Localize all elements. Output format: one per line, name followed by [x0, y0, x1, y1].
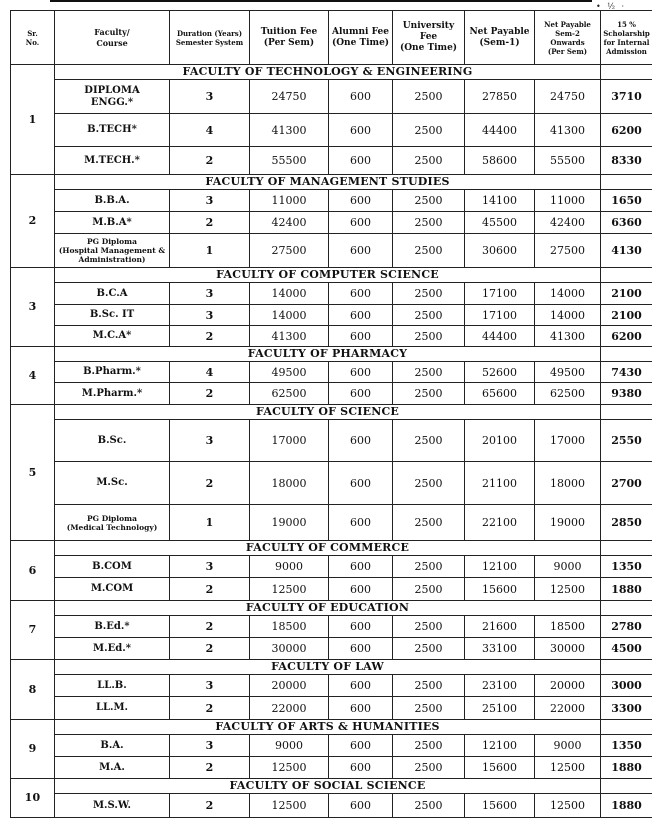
tuition-fee-cell: 18000: [250, 462, 329, 505]
tuition-fee-cell: 12500: [250, 794, 329, 818]
net-payable-sem2-cell: 62500: [535, 383, 601, 405]
faculty-blank-cell: [601, 779, 652, 794]
faculty-row: [11, 541, 652, 556]
tuition-fee-cell: 19000: [250, 505, 329, 541]
alumni-fee-cell: 600: [329, 556, 393, 578]
alumni-fee-cell: 600: [329, 212, 393, 234]
duration-cell: 4: [170, 114, 250, 147]
net-payable-sem2-cell: 27500: [535, 234, 601, 268]
course-name: M.S.W.: [55, 794, 170, 818]
faculty-row: [11, 347, 652, 362]
scholarship-cell: 2100: [601, 283, 652, 305]
alumni-fee-cell: 600: [329, 616, 393, 638]
course-name: B.A.: [55, 735, 170, 757]
university-fee-cell: 2500: [393, 556, 465, 578]
net-payable-cell: 12100: [465, 735, 535, 757]
duration-cell: 3: [170, 80, 250, 114]
faculty-blank-cell: [601, 175, 652, 190]
net-payable-cell: 44400: [465, 114, 535, 147]
table-row: [11, 283, 652, 305]
university-fee-cell: 2500: [393, 114, 465, 147]
table-row: [11, 305, 652, 326]
net-payable-cell: 33100: [465, 638, 535, 660]
net-payable-cell: 21600: [465, 616, 535, 638]
tuition-fee-cell: 9000: [250, 556, 329, 578]
header-net-payable-sem2: Net Payable Sem-2 Onwards (Per Sem): [535, 11, 601, 65]
tuition-fee-cell: 27500: [250, 234, 329, 268]
net-payable-cell: 58600: [465, 147, 535, 175]
tuition-fee-cell: 41300: [250, 114, 329, 147]
alumni-fee-cell: 600: [329, 234, 393, 268]
duration-cell: 1: [170, 505, 250, 541]
net-payable-sem2-cell: 55500: [535, 147, 601, 175]
faculty-name: FACULTY OF LAW: [55, 660, 601, 675]
university-fee-cell: 2500: [393, 616, 465, 638]
tuition-fee-cell: 14000: [250, 283, 329, 305]
tuition-fee-cell: 11000: [250, 190, 329, 212]
university-fee-cell: 2500: [393, 190, 465, 212]
tuition-fee-cell: 9000: [250, 735, 329, 757]
header-scholarship: 15 % Scholarship for Internal Admission: [601, 11, 652, 65]
university-fee-cell: 2500: [393, 735, 465, 757]
faculty-name: FACULTY OF PHARMACY: [55, 347, 601, 362]
tuition-fee-cell: 24750: [250, 80, 329, 114]
course-name: M.B.A*: [55, 212, 170, 234]
tuition-fee-cell: 42400: [250, 212, 329, 234]
alumni-fee-cell: 600: [329, 362, 393, 383]
alumni-fee-cell: 600: [329, 757, 393, 779]
tuition-fee-cell: 30000: [250, 638, 329, 660]
scholarship-cell: 1880: [601, 757, 652, 779]
university-fee-cell: 2500: [393, 675, 465, 697]
scholarship-cell: 1880: [601, 794, 652, 818]
scholarship-cell: 4130: [601, 234, 652, 268]
scholarship-cell: 9380: [601, 383, 652, 405]
faculty-name: FACULTY OF SCIENCE: [55, 405, 601, 420]
table-row: [11, 616, 652, 638]
table-row: [11, 556, 652, 578]
university-fee-cell: 2500: [393, 757, 465, 779]
faculty-blank-cell: [601, 660, 652, 675]
scholarship-cell: 2850: [601, 505, 652, 541]
scholarship-cell: 1350: [601, 735, 652, 757]
fee-table: [10, 10, 652, 818]
faculty-blank-cell: [601, 601, 652, 616]
duration-cell: 2: [170, 616, 250, 638]
net-payable-cell: 65600: [465, 383, 535, 405]
course-name: M.Sc.: [55, 462, 170, 505]
net-payable-sem2-cell: 30000: [535, 638, 601, 660]
duration-cell: 3: [170, 305, 250, 326]
faculty-row: [11, 405, 652, 420]
header-sr-no: Sr. No.: [11, 11, 55, 65]
tuition-fee-cell: 20000: [250, 675, 329, 697]
net-payable-sem2-cell: 12500: [535, 578, 601, 601]
duration-cell: 3: [170, 190, 250, 212]
faculty-row: [11, 779, 652, 794]
tuition-fee-cell: 14000: [250, 305, 329, 326]
table-row: [11, 190, 652, 212]
scholarship-cell: 1650: [601, 190, 652, 212]
alumni-fee-cell: 600: [329, 80, 393, 114]
duration-cell: 2: [170, 794, 250, 818]
faculty-blank-cell: [601, 268, 652, 283]
tuition-fee-cell: 12500: [250, 578, 329, 601]
corner-marks: • ½ ·: [596, 2, 627, 11]
table-row: [11, 757, 652, 779]
alumni-fee-cell: 600: [329, 578, 393, 601]
net-payable-cell: 23100: [465, 675, 535, 697]
sr-no: 2: [11, 175, 55, 268]
duration-cell: 2: [170, 697, 250, 720]
alumni-fee-cell: 600: [329, 735, 393, 757]
course-name: B.Sc. IT: [55, 305, 170, 326]
faculty-row: [11, 660, 652, 675]
university-fee-cell: 2500: [393, 697, 465, 720]
course-name: M.Ed.*: [55, 638, 170, 660]
net-payable-sem2-cell: 42400: [535, 212, 601, 234]
net-payable-sem2-cell: 20000: [535, 675, 601, 697]
table-row: [11, 234, 652, 268]
alumni-fee-cell: 600: [329, 190, 393, 212]
scholarship-cell: 2100: [601, 305, 652, 326]
net-payable-sem2-cell: 9000: [535, 735, 601, 757]
table-row: [11, 505, 652, 541]
net-payable-sem2-cell: 17000: [535, 420, 601, 462]
table-row: [11, 638, 652, 660]
table-row: [11, 362, 652, 383]
faculty-row: [11, 65, 652, 80]
university-fee-cell: 2500: [393, 362, 465, 383]
course-name: DIPLOMA ENGG.*: [55, 80, 170, 114]
net-payable-sem2-cell: 18000: [535, 462, 601, 505]
duration-cell: 3: [170, 556, 250, 578]
table-row: [11, 383, 652, 405]
net-payable-sem2-cell: 22000: [535, 697, 601, 720]
scholarship-cell: 1880: [601, 578, 652, 601]
net-payable-cell: 25100: [465, 697, 535, 720]
scholarship-cell: 2550: [601, 420, 652, 462]
net-payable-cell: 45500: [465, 212, 535, 234]
faculty-row: [11, 175, 652, 190]
net-payable-cell: 52600: [465, 362, 535, 383]
course-name: PG Diploma (Hospital Management & Administration): [55, 234, 170, 268]
university-fee-cell: 2500: [393, 326, 465, 347]
duration-cell: 2: [170, 757, 250, 779]
faculty-blank-cell: [601, 720, 652, 735]
net-payable-cell: 22100: [465, 505, 535, 541]
sr-no: 9: [11, 720, 55, 779]
header-alumni-fee: Alumni Fee (One Time): [329, 11, 393, 65]
university-fee-cell: 2500: [393, 578, 465, 601]
university-fee-cell: 2500: [393, 420, 465, 462]
course-name: B.B.A.: [55, 190, 170, 212]
header-course: Faculty/ Course: [55, 11, 170, 65]
alumni-fee-cell: 600: [329, 697, 393, 720]
course-name: LL.M.: [55, 697, 170, 720]
table-row: [11, 735, 652, 757]
alumni-fee-cell: 600: [329, 794, 393, 818]
scholarship-cell: 2700: [601, 462, 652, 505]
university-fee-cell: 2500: [393, 305, 465, 326]
course-name: B.Pharm.*: [55, 362, 170, 383]
tuition-fee-cell: 18500: [250, 616, 329, 638]
net-payable-cell: 21100: [465, 462, 535, 505]
faculty-blank-cell: [601, 347, 652, 362]
table-row: [11, 326, 652, 347]
net-payable-cell: 12100: [465, 556, 535, 578]
tuition-fee-cell: 22000: [250, 697, 329, 720]
scholarship-cell: 3710: [601, 80, 652, 114]
course-name: B.Sc.: [55, 420, 170, 462]
university-fee-cell: 2500: [393, 505, 465, 541]
faculty-name: FACULTY OF ARTS & HUMANITIES: [55, 720, 601, 735]
faculty-row: [11, 268, 652, 283]
scholarship-cell: 6200: [601, 326, 652, 347]
university-fee-cell: 2500: [393, 234, 465, 268]
net-payable-cell: 15600: [465, 757, 535, 779]
net-payable-cell: 17100: [465, 305, 535, 326]
faculty-name: FACULTY OF MANAGEMENT STUDIES: [55, 175, 601, 190]
university-fee-cell: 2500: [393, 147, 465, 175]
alumni-fee-cell: 600: [329, 305, 393, 326]
net-payable-sem2-cell: 19000: [535, 505, 601, 541]
alumni-fee-cell: 600: [329, 638, 393, 660]
alumni-fee-cell: 600: [329, 505, 393, 541]
net-payable-cell: 14100: [465, 190, 535, 212]
net-payable-cell: 17100: [465, 283, 535, 305]
sr-no: 4: [11, 347, 55, 405]
net-payable-sem2-cell: 24750: [535, 80, 601, 114]
scholarship-cell: 6200: [601, 114, 652, 147]
scholarship-cell: 2780: [601, 616, 652, 638]
duration-cell: 4: [170, 362, 250, 383]
duration-cell: 3: [170, 283, 250, 305]
university-fee-cell: 2500: [393, 283, 465, 305]
net-payable-cell: 44400: [465, 326, 535, 347]
duration-cell: 2: [170, 638, 250, 660]
scholarship-cell: 3300: [601, 697, 652, 720]
scholarship-cell: 4500: [601, 638, 652, 660]
table-row: [11, 794, 652, 818]
duration-cell: 3: [170, 420, 250, 462]
sr-no: 7: [11, 601, 55, 660]
net-payable-sem2-cell: 41300: [535, 326, 601, 347]
net-payable-sem2-cell: 14000: [535, 305, 601, 326]
course-name: B.COM: [55, 556, 170, 578]
scholarship-cell: 6360: [601, 212, 652, 234]
net-payable-sem2-cell: 9000: [535, 556, 601, 578]
duration-cell: 2: [170, 212, 250, 234]
course-name: B.TECH*: [55, 114, 170, 147]
scholarship-cell: 7430: [601, 362, 652, 383]
faculty-name: FACULTY OF TECHNOLOGY & ENGINEERING: [55, 65, 601, 80]
header-row: [11, 11, 652, 65]
net-payable-cell: 20100: [465, 420, 535, 462]
alumni-fee-cell: 600: [329, 147, 393, 175]
university-fee-cell: 2500: [393, 462, 465, 505]
table-row: [11, 114, 652, 147]
table-row: [11, 212, 652, 234]
net-payable-cell: 30600: [465, 234, 535, 268]
course-name: M.COM: [55, 578, 170, 601]
net-payable-sem2-cell: 18500: [535, 616, 601, 638]
tuition-fee-cell: 17000: [250, 420, 329, 462]
duration-cell: 2: [170, 383, 250, 405]
faculty-name: FACULTY OF COMMERCE: [55, 541, 601, 556]
duration-cell: 2: [170, 326, 250, 347]
net-payable-sem2-cell: 12500: [535, 757, 601, 779]
tuition-fee-cell: 12500: [250, 757, 329, 779]
duration-cell: 3: [170, 675, 250, 697]
faculty-name: FACULTY OF EDUCATION: [55, 601, 601, 616]
sr-no: 1: [11, 65, 55, 175]
sr-no: 5: [11, 405, 55, 541]
header-net-payable: Net Payable (Sem-1): [465, 11, 535, 65]
alumni-fee-cell: 600: [329, 383, 393, 405]
table-row: [11, 675, 652, 697]
duration-cell: 1: [170, 234, 250, 268]
alumni-fee-cell: 600: [329, 114, 393, 147]
course-name: LL.B.: [55, 675, 170, 697]
net-payable-sem2-cell: 12500: [535, 794, 601, 818]
table-row: [11, 578, 652, 601]
course-name: M.TECH.*: [55, 147, 170, 175]
top-rule: [50, 0, 592, 2]
tuition-fee-cell: 41300: [250, 326, 329, 347]
header-tuition-fee: Tuition Fee (Per Sem): [250, 11, 329, 65]
university-fee-cell: 2500: [393, 638, 465, 660]
alumni-fee-cell: 600: [329, 462, 393, 505]
course-name: M.Pharm.*: [55, 383, 170, 405]
course-name: B.Ed.*: [55, 616, 170, 638]
sr-no: 3: [11, 268, 55, 347]
net-payable-cell: 15600: [465, 578, 535, 601]
table-row: [11, 697, 652, 720]
header-duration: Duration (Years) Semester System: [170, 11, 250, 65]
duration-cell: 2: [170, 147, 250, 175]
alumni-fee-cell: 600: [329, 283, 393, 305]
alumni-fee-cell: 600: [329, 675, 393, 697]
scholarship-cell: 1350: [601, 556, 652, 578]
header-university-fee: University Fee (One Time): [393, 11, 465, 65]
course-name: M.C.A*: [55, 326, 170, 347]
faculty-name: FACULTY OF SOCIAL SCIENCE: [55, 779, 601, 794]
university-fee-cell: 2500: [393, 794, 465, 818]
scholarship-cell: 3000: [601, 675, 652, 697]
sr-no: 10: [11, 779, 55, 818]
scholarship-cell: 8330: [601, 147, 652, 175]
university-fee-cell: 2500: [393, 80, 465, 114]
table-row: [11, 147, 652, 175]
net-payable-sem2-cell: 11000: [535, 190, 601, 212]
net-payable-cell: 27850: [465, 80, 535, 114]
faculty-blank-cell: [601, 541, 652, 556]
sr-no: 8: [11, 660, 55, 720]
faculty-name: FACULTY OF COMPUTER SCIENCE: [55, 268, 601, 283]
tuition-fee-cell: 62500: [250, 383, 329, 405]
alumni-fee-cell: 600: [329, 420, 393, 462]
table-row: [11, 420, 652, 462]
course-name: PG Diploma (Medical Technology): [55, 505, 170, 541]
faculty-blank-cell: [601, 405, 652, 420]
course-name: M.A.: [55, 757, 170, 779]
duration-cell: 2: [170, 462, 250, 505]
net-payable-sem2-cell: 41300: [535, 114, 601, 147]
table-row: [11, 80, 652, 114]
tuition-fee-cell: 55500: [250, 147, 329, 175]
fee-table-body: [11, 65, 652, 818]
net-payable-sem2-cell: 49500: [535, 362, 601, 383]
duration-cell: 3: [170, 735, 250, 757]
net-payable-sem2-cell: 14000: [535, 283, 601, 305]
net-payable-cell: 15600: [465, 794, 535, 818]
duration-cell: 2: [170, 578, 250, 601]
faculty-row: [11, 720, 652, 735]
university-fee-cell: 2500: [393, 383, 465, 405]
faculty-blank-cell: [601, 65, 652, 80]
alumni-fee-cell: 600: [329, 326, 393, 347]
sr-no: 6: [11, 541, 55, 601]
tuition-fee-cell: 49500: [250, 362, 329, 383]
faculty-row: [11, 601, 652, 616]
university-fee-cell: 2500: [393, 212, 465, 234]
course-name: B.C.A: [55, 283, 170, 305]
table-row: [11, 462, 652, 505]
